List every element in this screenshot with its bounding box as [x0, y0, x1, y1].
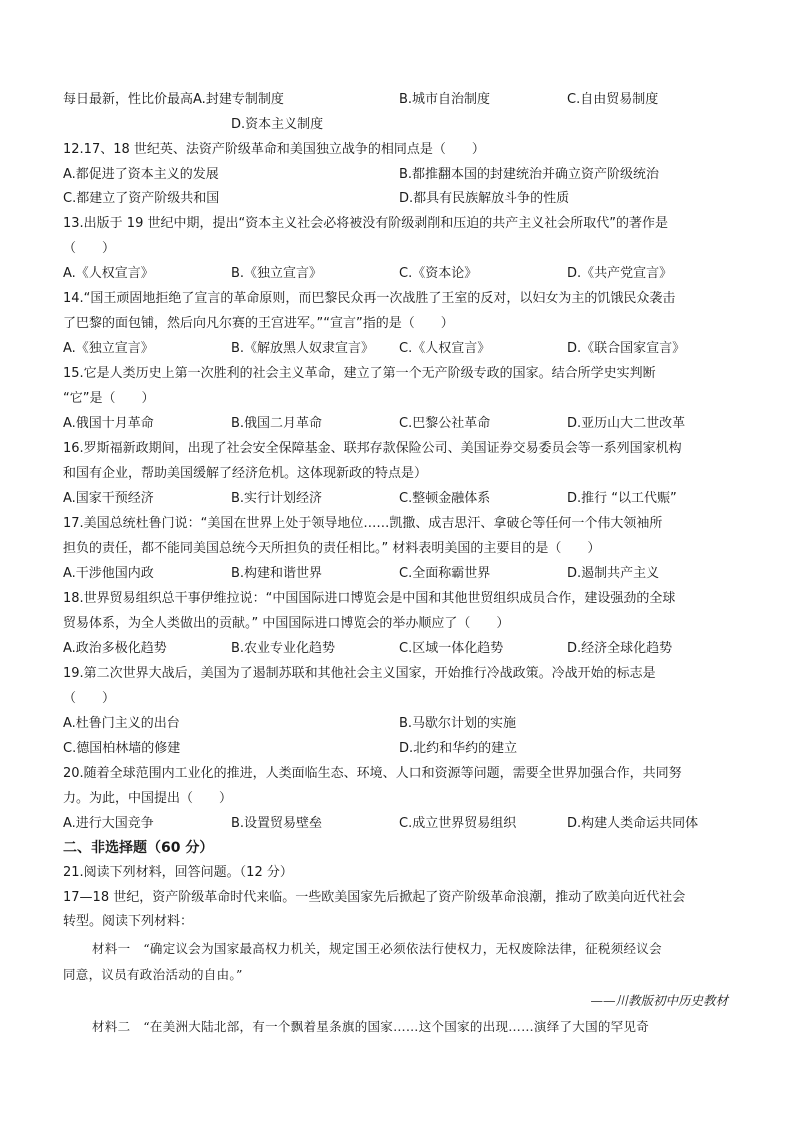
- section2-title: 二、非选择题（60 分）: [63, 840, 214, 856]
- q18-stem: 18.世界贸易组织总干事伊维拉说：“中国国际进口博览会是中国和其他世贸组织成员合作，建设强劲的全球: [63, 591, 676, 606]
- q20-stem: 20.随着全球范围内工业化的推进，人类面临生态、环境、人口和资源等问题，需要全世界加强合作，共同努: [63, 766, 682, 781]
- q18-option-c: C.区域一体化趋势: [399, 641, 504, 656]
- q18-option-d: D.经济全球化趋势: [567, 641, 673, 656]
- q16-option-b: B.实行计划经济: [231, 491, 323, 506]
- q11-prefix: 每日最新，性比价最高: [63, 92, 194, 107]
- q19-stem: 19.第二次世界大战后，美国为了遏制苏联和其他社会主义国家，开始推行冷战政策。冷战开始的标志是: [63, 666, 656, 681]
- q14-option-d: D.《联合国家宣言》: [567, 341, 686, 356]
- q15-stem: 15.它是人类历史上第一次胜利的社会主义革命，建立了第一个无产阶级专政的国家。结合所学史实判断: [63, 366, 656, 381]
- q13-option-c: C.《资本论》: [399, 266, 478, 281]
- q18-option-a: A.政治多极化趋势: [63, 641, 167, 656]
- q15-stem-line2: “它”是（ ）: [63, 391, 155, 406]
- q13-stem-line2: （ ）: [63, 241, 116, 256]
- q18-stem-line2: 贸易体系，为全人类做出的贡献。” 中国国际进口博览会的举办顺应了（ ）: [63, 616, 510, 631]
- q18-option-b: B.农业专业化趋势: [231, 641, 336, 656]
- q16-stem: 16.罗斯福新政期间，出现了社会安全保障基金、联邦存款保险公司、美国证券交易委员会等一系列国家机构: [63, 441, 682, 456]
- q15-option-b: B.俄国二月革命: [231, 416, 323, 431]
- material1-line1: 材料一 “确定议会为国家最高权力机关，规定国王必须依法行使权力，无权废除法律，征税须经议会: [92, 941, 662, 956]
- q21-stem: 21.阅读下列材料，回答问题。（12 分）: [63, 865, 293, 880]
- q19-option-b: B.马歇尔计划的实施: [399, 716, 517, 731]
- q11-option-d: D.资本主义制度: [231, 117, 324, 132]
- q16-option-a: A.国家干预经济: [63, 491, 154, 506]
- q11-option-c: C.自由贸易制度: [567, 92, 659, 107]
- q17-option-a: A.干涉他国内政: [63, 566, 154, 581]
- q11-option-b: B.城市自治制度: [399, 92, 491, 107]
- q16-option-c: C.整顿金融体系: [399, 491, 491, 506]
- q14-option-b: B.《解放黑人奴隶宣言》: [231, 341, 375, 356]
- q17-option-c: C.全面称霸世界: [399, 566, 491, 581]
- q13-stem: 13.出版于 19 世纪中期，提出“资本主义社会必将被没有阶级剥削和压迫的共产主义社会所取代”的著作是: [63, 216, 668, 231]
- q17-stem: 17.美国总统杜鲁门说：“美国在世界上处于领导地位……凯撒、成吉思汗、拿破仑等任何一个伟大领袖所: [63, 516, 663, 531]
- material1-line2: 同意，议员有政治活动的自由。”: [63, 967, 243, 982]
- q20-option-b: B.设置贸易壁垒: [231, 816, 323, 831]
- q14-option-c: C.《人权宣言》: [399, 341, 491, 356]
- q20-option-a: A.进行大国竞争: [63, 816, 154, 831]
- q12-stem: 12.17、18 世纪英、法资产阶级革命和美国独立战争的相同点是（ ）: [63, 142, 485, 157]
- q19-option-d: D.北约和华约的建立: [399, 741, 518, 756]
- q21-intro-line2: 转型。阅读下列材料：: [63, 914, 194, 929]
- q15-option-a: A.俄国十月革命: [63, 416, 154, 431]
- q20-option-c: C.成立世界贸易组织: [399, 816, 517, 831]
- q14-option-a: A.《独立宣言》: [63, 341, 154, 356]
- q16-stem-line2: 和国有企业，帮助美国缓解了经济危机。这体现新政的特点是）: [63, 466, 428, 481]
- q14-stem-line2: 了巴黎的面包铺，然后向凡尔赛的王宫进军。”“宣言”指的是（ ）: [63, 316, 454, 331]
- q12-option-d: D.都具有民族解放斗争的性质: [399, 191, 570, 206]
- q13-option-a: A.《人权宣言》: [63, 266, 154, 281]
- q15-option-d: D.亚历山大二世改革: [567, 416, 686, 431]
- q11-prefix-and-option-a: [63, 91, 284, 109]
- q12-option-b: B.都推翻本国的封建统治并确立资产阶级统治: [399, 167, 660, 182]
- q19-option-c: C.德国柏林墙的修建: [63, 741, 181, 756]
- q20-stem-line2: 力。为此，中国提出（ ）: [63, 791, 233, 806]
- q12-option-c: C.都建立了资产阶级共和国: [63, 191, 220, 206]
- q13-option-d: D.《共产党宣言》: [567, 266, 673, 281]
- q17-option-b: B.构建和谐世界: [231, 566, 323, 581]
- q13-option-b: B.《独立宣言》: [231, 266, 323, 281]
- q16-option-d: D.推行 “以工代赈”: [567, 491, 677, 506]
- q19-stem-line2: （ ）: [63, 691, 116, 706]
- q17-stem-line2: 担负的责任，都不能同美国总统今天所担负的责任相比。” 材料表明美国的主要目的是（ ）: [63, 541, 601, 556]
- q12-option-a: A.都促进了资本主义的发展: [63, 167, 219, 182]
- material2-line1: 材料二 “在美洲大陆北部，有一个飘着星条旗的国家……这个国家的出现……演绎了大国的罕见奇: [92, 1019, 650, 1034]
- q19-option-a: A.杜鲁门主义的出台: [63, 716, 180, 731]
- material1-source: ——川教版初中历史教材: [590, 993, 728, 1008]
- q20-option-d: D.构建人类命运共同体: [567, 816, 699, 831]
- q15-option-c: C.巴黎公社革命: [399, 416, 491, 431]
- q11-option-a: A.封建专制制度: [193, 92, 284, 107]
- q17-option-d: D.遏制共产主义: [567, 566, 660, 581]
- q14-stem: 14.“国王顽固地拒绝了宣言的革命原则，而巴黎民众再一次战胜了王室的反对，以妇女为主的饥饿民众袭击: [63, 291, 676, 306]
- q21-intro-line1: 17—18 世纪，资产阶级革命时代来临。一些欧美国家先后掀起了资产阶级革命浪潮，推动了欧美向近代社会: [63, 890, 686, 905]
